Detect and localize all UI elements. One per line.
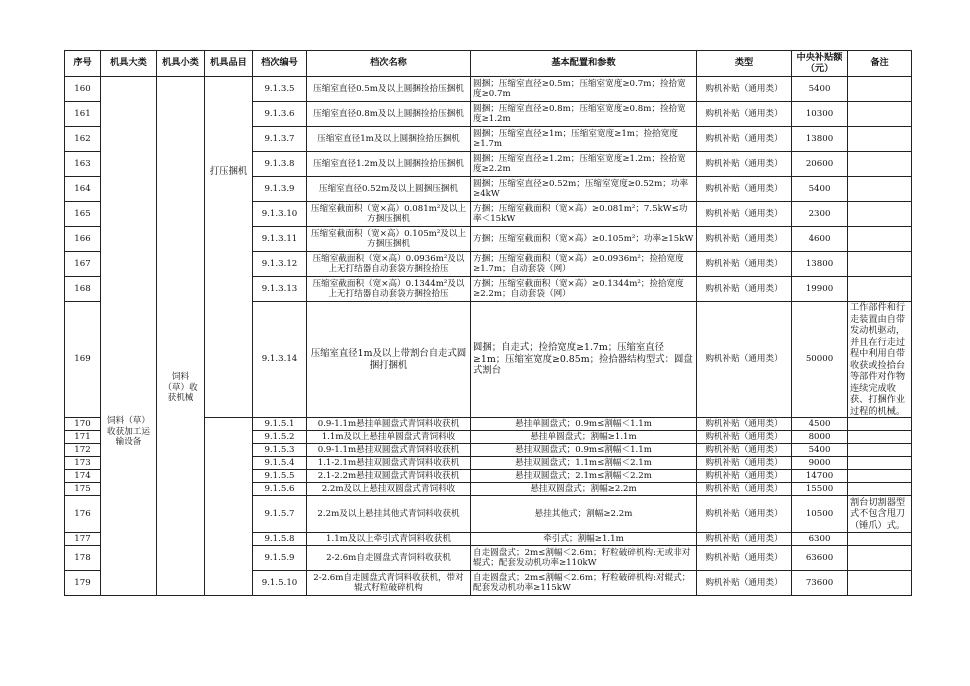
- cell-seq: 168: [65, 277, 101, 302]
- cell-type: 购机补贴（通用类）: [697, 571, 792, 596]
- cell-name: 0.9-1.1m悬挂单圆盘式青饲料收获机: [307, 418, 471, 431]
- cell-type: 购机补贴（通用类）: [697, 177, 792, 202]
- header-seq: 序号: [65, 51, 101, 77]
- cell-type: 购机补贴（通用类）: [697, 444, 792, 457]
- cell-config: 圆捆；压缩室直径≥1.2m；压缩室宽度≥1.2m；捡拾宽度≥2.2m: [471, 152, 697, 177]
- cell-code: 9.1.5.5: [253, 470, 307, 483]
- cell-type: 购机补贴（通用类）: [697, 302, 792, 418]
- cell-remark: [848, 546, 912, 571]
- cell-seq: 175: [65, 483, 101, 496]
- cell-minor-category: [157, 77, 205, 596]
- cell-seq: 169: [65, 302, 101, 418]
- cell-type: 购机补贴（通用类）: [697, 77, 792, 102]
- cell-config: 悬挂单圆盘式；0.9m≤割幅＜1.1m: [471, 418, 697, 431]
- cell-remark: [848, 127, 912, 152]
- cell-config: 圆捆；压缩室直径≥0.52m；压缩室宽度≥0.52m；功率≥4kW: [471, 177, 697, 202]
- cell-type: 购机补贴（通用类）: [697, 533, 792, 546]
- cell-seq: 162: [65, 127, 101, 152]
- cell-subsidy: 5400: [792, 77, 848, 102]
- cell-seq: 174: [65, 470, 101, 483]
- cell-code: 9.1.5.8: [253, 533, 307, 546]
- item-baler-label: 打压捆机: [209, 166, 248, 178]
- cell-item-baler: [205, 77, 253, 418]
- cell-type: 购机补贴（通用类）: [697, 202, 792, 227]
- cell-code: 9.1.5.9: [253, 546, 307, 571]
- cell-name: 压缩室直径1m及以上带割台自走式圆捆打捆机: [307, 302, 471, 418]
- cell-subsidy: 14700: [792, 470, 848, 483]
- major-line1: 饲料（草）: [107, 416, 150, 427]
- cell-config: 圆捆；压缩室直径≥1m；压缩室宽度≥1m；捡拾宽度≥1.7m: [471, 127, 697, 152]
- cell-remark: [848, 77, 912, 102]
- cell-type: 购机补贴（通用类）: [697, 483, 792, 496]
- cell-subsidy: 9000: [792, 457, 848, 470]
- cell-remark: [848, 483, 912, 496]
- cell-name: 2.2m及以上悬挂双圆盘式青饲料收: [307, 483, 471, 496]
- cell-config: 悬挂双圆盘式；割幅≥2.2m: [471, 483, 697, 496]
- cell-type: 购机补贴（通用类）: [697, 470, 792, 483]
- cell-type: 购机补贴（通用类）: [697, 127, 792, 152]
- cell-seq: 178: [65, 546, 101, 571]
- cell-type: 购机补贴（通用类）: [697, 102, 792, 127]
- cell-subsidy: 73600: [792, 571, 848, 596]
- cell-code: 9.1.5.10: [253, 571, 307, 596]
- cell-seq: 179: [65, 571, 101, 596]
- cell-seq: 176: [65, 496, 101, 533]
- cell-item-forage: [205, 418, 253, 596]
- cell-subsidy: 5400: [792, 444, 848, 457]
- cell-config: 方捆；压缩室截面积（宽×高）≥0.0936m²；捡拾宽度≥1.7m；自动套袋（网）: [471, 252, 697, 277]
- cell-subsidy: 13800: [792, 127, 848, 152]
- cell-remark: [848, 227, 912, 252]
- cell-name: 2-2.6m自走圆盘式青饲料收获机: [307, 546, 471, 571]
- cell-subsidy: 13800: [792, 252, 848, 277]
- cell-type: 购机补贴（通用类）: [697, 227, 792, 252]
- cell-code: 9.1.3.6: [253, 102, 307, 127]
- cell-remark: [848, 571, 912, 596]
- cell-code: 9.1.3.11: [253, 227, 307, 252]
- cell-seq: 164: [65, 177, 101, 202]
- header-row: [65, 51, 912, 77]
- cell-seq: 165: [65, 202, 101, 227]
- cell-type: 购机补贴（通用类）: [697, 496, 792, 533]
- cell-name: 1.1m及以上牵引式青饲料收获机: [307, 533, 471, 546]
- cell-config: 悬挂单圆盘式；割幅≥1.1m: [471, 431, 697, 444]
- cell-code: 9.1.5.7: [253, 496, 307, 533]
- minor-line3: 获机械: [167, 393, 194, 404]
- cell-name: 2.1-2.2m悬挂双圆盘式青饲料收获机: [307, 470, 471, 483]
- cell-code: 9.1.3.8: [253, 152, 307, 177]
- cell-code: 9.1.3.12: [253, 252, 307, 277]
- cell-code: 9.1.3.10: [253, 202, 307, 227]
- cell-config: 悬挂双圆盘式；2.1m≤割幅＜2.2m: [471, 470, 697, 483]
- minor-line2: （草）收: [163, 382, 198, 393]
- cell-seq: 172: [65, 444, 101, 457]
- cell-subsidy: 5400: [792, 177, 848, 202]
- header-item: 机具品目: [205, 51, 253, 77]
- cell-name: 2-2.6m自走圆盘式青饲料收获机，带对辊式籽粒破碎机构: [307, 571, 471, 596]
- cell-name: 1.1m及以上悬挂单圆盘式青饲料收: [307, 431, 471, 444]
- cell-config: 圆捆；压缩室直径≥0.5m；压缩室宽度≥0.7m；捡拾宽度≥0.7m: [471, 77, 697, 102]
- cell-config: 悬挂双圆盘式；0.9m≤割幅＜1.1m: [471, 444, 697, 457]
- cell-config: 方捆；压缩室截面积（宽×高）≥0.081m²；7.5kW≤功率＜15kW: [471, 202, 697, 227]
- cell-config: 圆捆；压缩室直径≥0.8m；压缩室宽度≥0.8m；捡拾宽度≥1.2m: [471, 102, 697, 127]
- cell-name: 压缩室直径0.5m及以上圆捆捡拾压捆机: [307, 77, 471, 102]
- cell-config: 悬挂双圆盘式；1.1m≤割幅＜2.1m: [471, 457, 697, 470]
- cell-subsidy: 20600: [792, 152, 848, 177]
- header-config: 基本配置和参数: [471, 51, 697, 77]
- cell-code: 9.1.3.5: [253, 77, 307, 102]
- cell-config: 方捆；压缩室截面积（宽×高）≥0.105m²；功率≥15kW: [471, 227, 697, 252]
- major-line2: 收获加工运: [107, 426, 150, 437]
- cell-name: 压缩室直径0.52m及以上圆捆压捆机: [307, 177, 471, 202]
- header-major: 机具大类: [101, 51, 157, 77]
- cell-config: 圆捆；自走式；捡拾宽度≥1.7m；压缩室直径≥1m；压缩室宽度≥0.85m；捡拾器结构型式：圆盘式割台: [471, 302, 697, 418]
- cell-subsidy: 4600: [792, 227, 848, 252]
- cell-name: 压缩室截面积（宽×高）0.081m²及以上方捆压捆机: [307, 202, 471, 227]
- cell-remark: 割台切割器型式不包含甩刀（锤爪）式。: [848, 496, 912, 533]
- cell-name: 0.9-1.1m悬挂双圆盘式青饲料收获机: [307, 444, 471, 457]
- header-name: 档次名称: [307, 51, 471, 77]
- header-subsidy: [792, 51, 848, 77]
- cell-remark: [848, 457, 912, 470]
- cell-subsidy: 8000: [792, 431, 848, 444]
- cell-config: 牵引式；割幅≥1.1m: [471, 533, 697, 546]
- cell-name: 压缩室直径1.2m及以上圆捆捡拾压捆机: [307, 152, 471, 177]
- cell-config: 悬挂其他式；割幅≥2.2m: [471, 496, 697, 533]
- cell-code: 9.1.5.1: [253, 418, 307, 431]
- cell-seq: 161: [65, 102, 101, 127]
- cell-type: 购机补贴（通用类）: [697, 252, 792, 277]
- cell-remark: [848, 177, 912, 202]
- major-line3: 输设备: [115, 437, 142, 448]
- cell-code: 9.1.3.9: [253, 177, 307, 202]
- cell-code: 9.1.5.6: [253, 483, 307, 496]
- cell-type: 购机补贴（通用类）: [697, 277, 792, 302]
- cell-name: 1.1-2.1m悬挂双圆盘式青饲料收获机: [307, 457, 471, 470]
- cell-name: 压缩室截面积（宽×高）0.1344m²及以上无打结器自动套袋方捆捡拾压: [307, 277, 471, 302]
- cell-code: 9.1.5.4: [253, 457, 307, 470]
- cell-name: 2.2m及以上悬挂其他式青饲料收获机: [307, 496, 471, 533]
- cell-remark: [848, 533, 912, 546]
- cell-remark: [848, 470, 912, 483]
- cell-type: 购机补贴（通用类）: [697, 457, 792, 470]
- cell-subsidy: 63600: [792, 546, 848, 571]
- header-subsidy-line2: （元）: [805, 62, 834, 74]
- cell-subsidy: 15500: [792, 483, 848, 496]
- cell-name: 压缩室直径0.8m及以上圆捆捡拾压捆机: [307, 102, 471, 127]
- minor-line1: 饲料: [171, 372, 190, 383]
- cell-subsidy: 4500: [792, 418, 848, 431]
- cell-remark: [848, 252, 912, 277]
- cell-code: 9.1.5.3: [253, 444, 307, 457]
- subsidy-table: [64, 50, 912, 596]
- cell-subsidy: 19900: [792, 277, 848, 302]
- cell-subsidy: 10300: [792, 102, 848, 127]
- cell-remark: [848, 418, 912, 431]
- cell-seq: 177: [65, 533, 101, 546]
- cell-type: 购机补贴（通用类）: [697, 546, 792, 571]
- cell-seq: 163: [65, 152, 101, 177]
- cell-remark: 工作部件和行走装置由自带发动机驱动，并且在行走过程中利用自带收获或捡拾台等部件对作物连续完成收获、打捆作业过程的机械。: [848, 302, 912, 418]
- header-minor: 机具小类: [157, 51, 205, 77]
- cell-code: 9.1.3.14: [253, 302, 307, 418]
- cell-seq: 170: [65, 418, 101, 431]
- cell-config: 方捆；压缩室截面积（宽×高）≥0.1344m²；捡拾宽度≥2.2m；自动套袋（网）: [471, 277, 697, 302]
- cell-remark: [848, 202, 912, 227]
- cell-name: 压缩室直径1m及以上圆捆捡拾压捆机: [307, 127, 471, 152]
- header-code: 档次编号: [253, 51, 307, 77]
- cell-type: 购机补贴（通用类）: [697, 152, 792, 177]
- cell-type: 购机补贴（通用类）: [697, 418, 792, 431]
- cell-name: 压缩室截面积（宽×高）0.0936m²及以上无打结器自动套袋方捆捡拾压: [307, 252, 471, 277]
- table-row: [65, 77, 912, 102]
- cell-code: 9.1.3.7: [253, 127, 307, 152]
- header-remark: 备注: [848, 51, 912, 77]
- header-subsidy-line1: 中央补贴额: [796, 52, 843, 63]
- cell-seq: 173: [65, 457, 101, 470]
- cell-remark: [848, 444, 912, 457]
- cell-type: 购机补贴（通用类）: [697, 431, 792, 444]
- header-type: 类型: [697, 51, 792, 77]
- cell-subsidy: 10500: [792, 496, 848, 533]
- cell-subsidy: 2300: [792, 202, 848, 227]
- cell-seq: 160: [65, 77, 101, 102]
- cell-seq: 166: [65, 227, 101, 252]
- cell-config: 自走圆盘式；2m≤割幅＜2.6m；籽粒破碎机构:无或非对辊式；配套发动机功率≥110kW: [471, 546, 697, 571]
- cell-name: 压缩室截面积（宽×高）0.105m²及以上方捆压捆机: [307, 227, 471, 252]
- cell-seq: 171: [65, 431, 101, 444]
- cell-code: 9.1.5.2: [253, 431, 307, 444]
- cell-remark: [848, 102, 912, 127]
- cell-seq: 167: [65, 252, 101, 277]
- cell-config: 自走圆盘式；2m≤割幅＜2.6m；籽粒破碎机构:对辊式；配套发动机功率≥115kW: [471, 571, 697, 596]
- cell-remark: [848, 152, 912, 177]
- cell-code: 9.1.3.13: [253, 277, 307, 302]
- cell-subsidy: 6300: [792, 533, 848, 546]
- cell-remark: [848, 277, 912, 302]
- cell-subsidy: 50000: [792, 302, 848, 418]
- cell-remark: [848, 431, 912, 444]
- cell-major-category: [101, 77, 157, 596]
